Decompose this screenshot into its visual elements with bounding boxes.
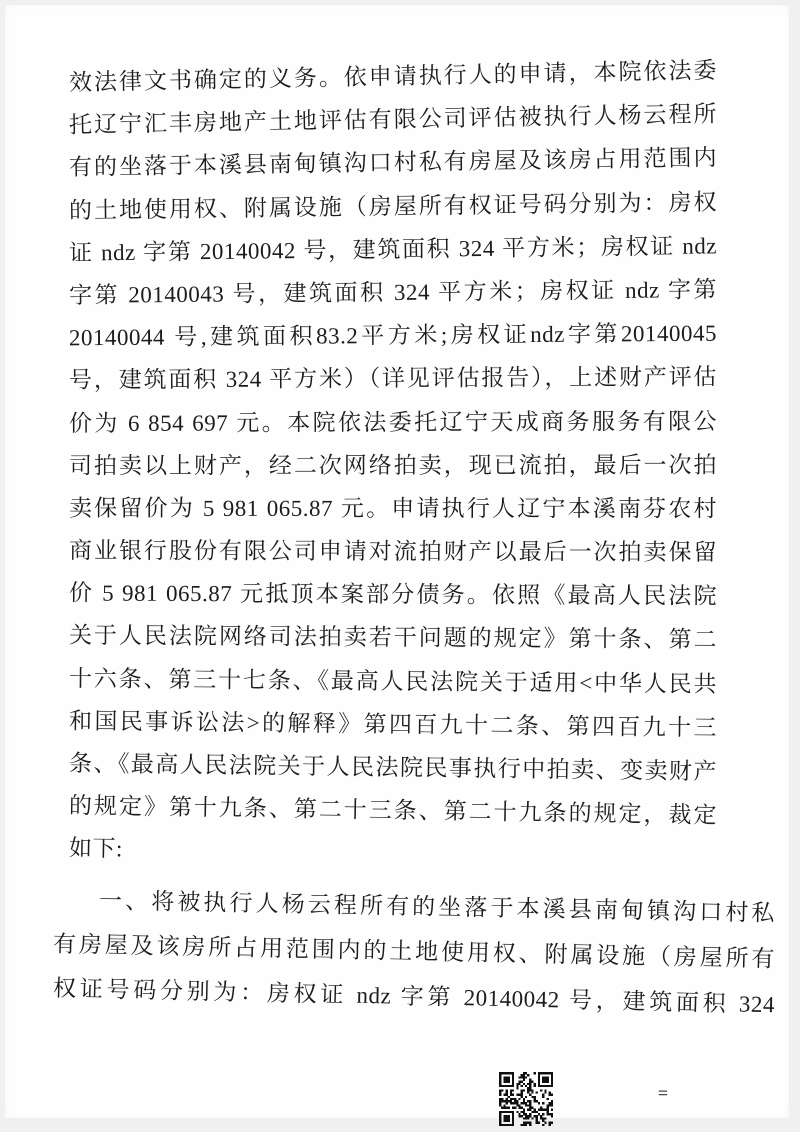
text-line: 字第 20140043 号，建筑面积 324 平方米；房权证 ndz 字第 bbox=[68, 276, 718, 308]
text-line: 20140044 号,建筑面积83.2平方米;房权证ndz字第20140045 bbox=[68, 320, 718, 351]
equals-mark: = bbox=[657, 1083, 669, 1103]
text-line: 有房屋及该房所占用范围内的土地使用权、附属设施（房屋所有 bbox=[52, 931, 776, 972]
text-line: 权证号码分别为：房权证 ndz 字第 20140042 号，建筑面积 324 bbox=[52, 975, 776, 1018]
qr-code bbox=[498, 1072, 554, 1126]
text-line: 效法律文书确定的义务。依申请执行人的申请，本院依法委 bbox=[68, 57, 718, 96]
text-line: 一、将被执行人杨云程所有的坐落于本溪县南甸镇沟口村私 bbox=[98, 888, 776, 926]
text-line: 价 5 981 065.87 元抵顶本案部分债务。依照《最高人民法院 bbox=[68, 580, 718, 609]
text-line: 号，建筑面积 324 平方米）（详见评估报告），上述财产评估 bbox=[68, 364, 718, 393]
text-line: 的土地使用权、附属设施（房屋所有权证号码分别为：房权 bbox=[68, 189, 718, 223]
text-line: 商业银行股份有限公司申请对流拍财产以最后一次拍卖保留 bbox=[68, 538, 718, 565]
text-line: 卖保留价为 5 981 065.87 元。申请执行人辽宁本溪南芬农村 bbox=[68, 495, 718, 522]
text-line: 有的坐落于本溪县南甸镇沟口村私有房屋及该房占用范围内 bbox=[68, 145, 718, 181]
text-line: 托辽宁汇丰房地产土地评估有限公司评估被执行人杨云程所 bbox=[68, 101, 718, 138]
text-line: 价为 6 854 697 元。本院依法委托辽宁天成商务服务有限公 bbox=[68, 408, 718, 436]
text-line: 条、《最高人民法院关于人民法院民事执行中拍卖、变卖财产 bbox=[68, 750, 718, 785]
page-paper bbox=[5, 5, 789, 1118]
text-line: 证 ndz 字第 20140042 号，建筑面积 324 平方米；房权证 ndz bbox=[68, 233, 718, 266]
text-line: 的规定》第十九条、第二十三条、第二十九条的规定，裁定 bbox=[68, 793, 718, 829]
text-line: 十六条、第三十七条、《最高人民法院关于适用<中华人民共 bbox=[68, 665, 718, 697]
text-line: 司拍卖以上财产，经二次网络拍卖，现已流拍，最后一次拍 bbox=[68, 452, 718, 479]
body-paragraph-2 bbox=[53, 884, 775, 1019]
text-line: 如下: bbox=[68, 835, 124, 862]
text-line: 关于人民法院网络司法拍卖若干问题的规定》第十条、第二 bbox=[68, 623, 718, 653]
text-line: 和国民事诉讼法>的解释》第四百九十二条、第四百九十三 bbox=[68, 708, 718, 741]
body-paragraph-1 bbox=[69, 55, 717, 876]
